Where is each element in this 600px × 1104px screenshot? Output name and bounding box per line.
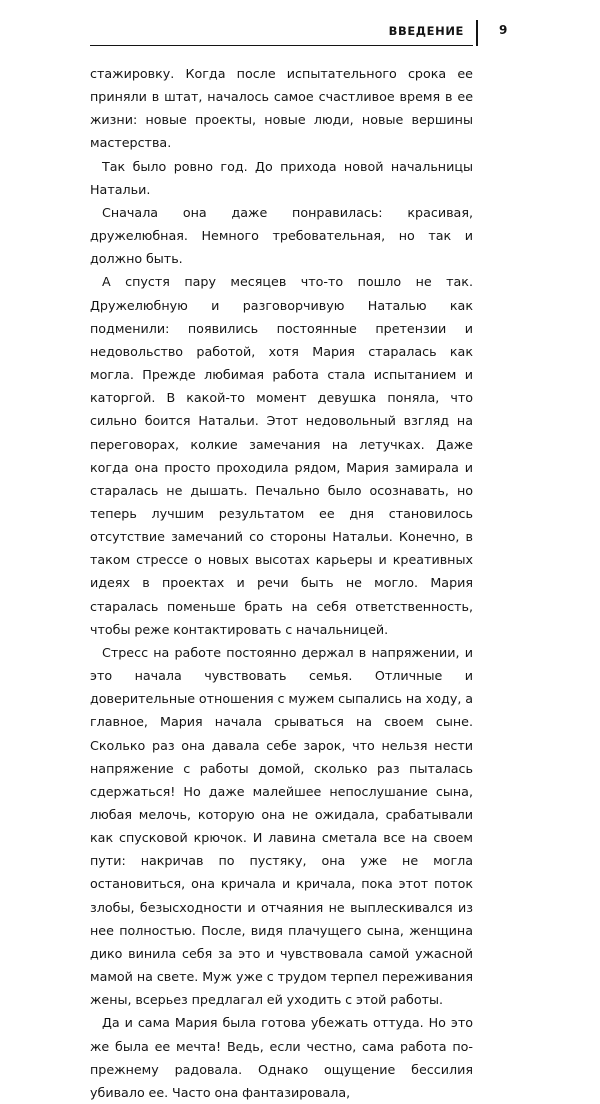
page-number: 9	[499, 23, 508, 37]
header-separator	[476, 20, 478, 46]
paragraph: стажировку. Когда после испытательного срока ее приняли в штат, началось самое счастливое время в ее жизни: новые проекты, новые люди, новые вершины мастерства.	[90, 66, 473, 151]
header-rule	[90, 45, 473, 46]
paragraph: А спустя пару месяцев что-то пошло не так. Дружелюбную и разговорчивую Наталью как подменили: появились постоянные претензии и недовольство работой, хотя Мария старалась как могла. Прежде любимая работа стала испытанием и каторгой. В какой-то момент девушка поняла, что сильно боится Натальи. Этот недовольный взгляд на переговорах, колкие замечания на летучках. Даже когда она просто проходила рядом, Мария замирала и старалась не дышать. Печально было осознавать, но теперь лучшим результатом ее дня становилось отсутствие замечаний со стороны Натальи. Конечно, в таком стрессе о новых высотах карьеры и креативных идеях в проектах и речи быть не могло. Мария старалась поменьше брать на себя ответственность, чтобы реже контактировать с начальницей.	[90, 274, 473, 637]
paragraph: Так было ровно год. До прихода новой начальницы Натальи.	[90, 158, 473, 197]
section-title: ВВЕДЕНИЕ	[388, 24, 464, 38]
body-text	[90, 62, 473, 1104]
paragraph: Стресс на работе постоянно держал в напряжении, и это начала чувствовать семья. Отличные и доверительные отношения с мужем сыпались на ходу, а главное, Мария начала срываться на своем сыне. Сколько раз она давала себе зарок, что нельзя нести напряжение с работы домой, сколько раз пыталась сдержаться! Но даже малейшее непослушание сына, любая мелочь, которую она не ожидала, срабатывали как спусковой крючок. И лавина сметала все на своем пути: накричав по пустяку, она уже не могла остановиться, она кричала и кричала, пока этот поток злобы, безысходности и отчаяния не выплескивался из нее полностью. После, видя плачущего сына, женщина дико винила себя за это и чувствовала самой ужасной мамой на свете. Муж уже с трудом терпел переживания жены, всерьез предлагал ей уходить с этой работы.	[90, 644, 473, 1008]
paragraph: Да и сама Мария была готова убежать оттуда. Но это же была ее мечта! Ведь, если честно, сама работа по-прежнему радовала. Однако ощущение бессилия убивало ее. Часто она фантазировала,	[90, 1015, 473, 1100]
paragraph: Сначала она даже понравилась: красивая, дружелюбная. Немного требовательная, но так и должно быть.	[90, 204, 473, 267]
running-header	[0, 20, 600, 50]
